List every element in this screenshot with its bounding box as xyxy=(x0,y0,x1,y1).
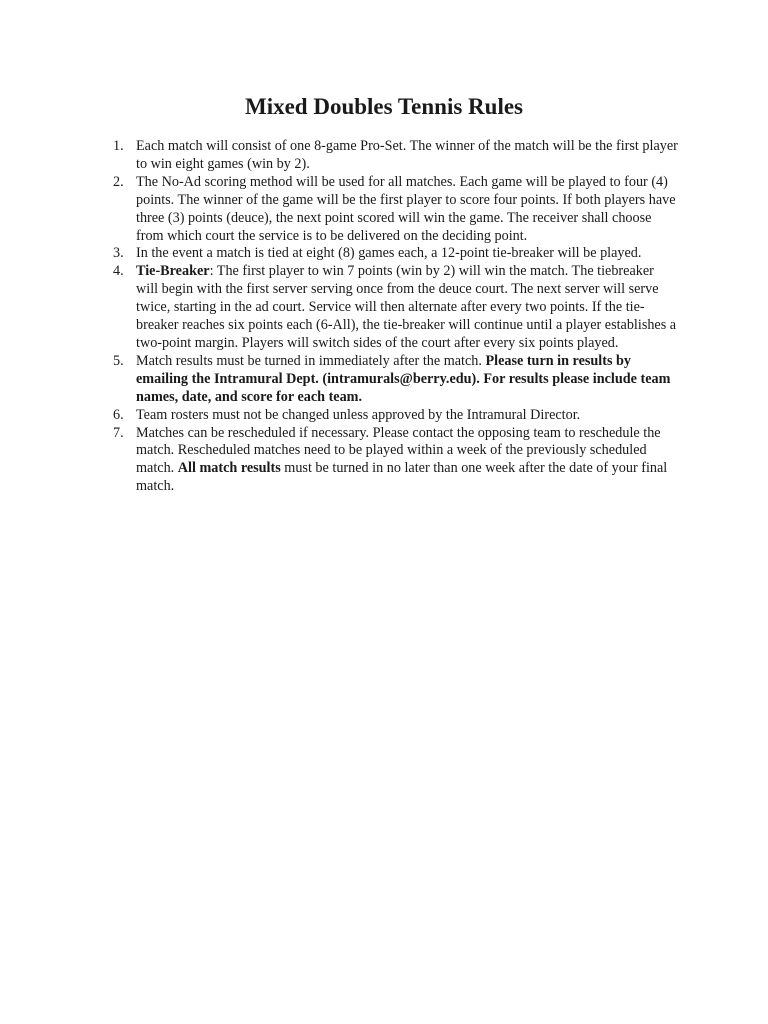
rule-text: Match results must be turned in immediately after the match. xyxy=(136,352,486,369)
rule-item-2 xyxy=(108,174,678,246)
rule-text-after: must be turned in no later than one week after the date of your final match. xyxy=(136,460,668,495)
rule-item-4 xyxy=(108,263,678,353)
rule-item-1 xyxy=(108,138,678,174)
rule-item-6 xyxy=(108,407,678,425)
rule-number: 6. xyxy=(113,406,124,423)
rule-text: Matches can be rescheduled if necessary. Please contact the opposing team to reschedule the match. Rescheduled matches need to be played within a week of the previously scheduled match. xyxy=(136,424,661,477)
rule-bold-tail: Please turn in results by emailing the Intramural Dept. (intramurals@berry.edu). For results please include team names, date, and score for each team. xyxy=(136,352,671,405)
rule-bold-lead: Tie-Breaker xyxy=(136,263,210,280)
rule-number: 5. xyxy=(113,352,124,369)
rule-item-5 xyxy=(108,353,678,407)
rule-number: 7. xyxy=(113,424,124,441)
rule-number: 1. xyxy=(113,138,124,154)
rule-item-7 xyxy=(108,425,678,497)
rule-text: Team rosters must not be changed unless approved by the Intramural Director. xyxy=(136,406,581,423)
rule-text: The No-Ad scoring method will be used for all matches. Each game will be played to four (4) points. The winner of the game will be the first player to score four points. If both players have three (3) points (deuce), the next point scored will win the game. The receiver shall choose from which court the service is to be delivered on the deciding point. xyxy=(136,173,676,244)
rule-bold-mid: All match results xyxy=(177,460,281,477)
rule-text: Each match will consist of one 8-game Pro-Set. The winner of the match will be the first player to win eight games (win by 2). xyxy=(136,138,678,172)
rule-number: 4. xyxy=(113,263,124,280)
rule-text: In the event a match is tied at eight (8) games each, a 12-point tie-breaker will be played. xyxy=(136,245,642,262)
rule-item-3 xyxy=(108,245,678,263)
rule-text: : The first player to win 7 points (win by 2) will win the match. The tiebreaker will begin with the first server serving once from the deuce court. The next server will serve twice, starting in the ad court. Service will then alternate after every two points. If the tie-breaker reaches six points each (6-All), the tie-breaker will continue until a player establishes a two-point margin. Players will switch sides of the court after every six points played. xyxy=(136,263,677,351)
rules-list xyxy=(108,138,678,496)
page-title: Mixed Doubles Tennis Rules xyxy=(245,94,523,119)
rule-number: 3. xyxy=(113,245,124,262)
rule-number: 2. xyxy=(113,173,124,190)
